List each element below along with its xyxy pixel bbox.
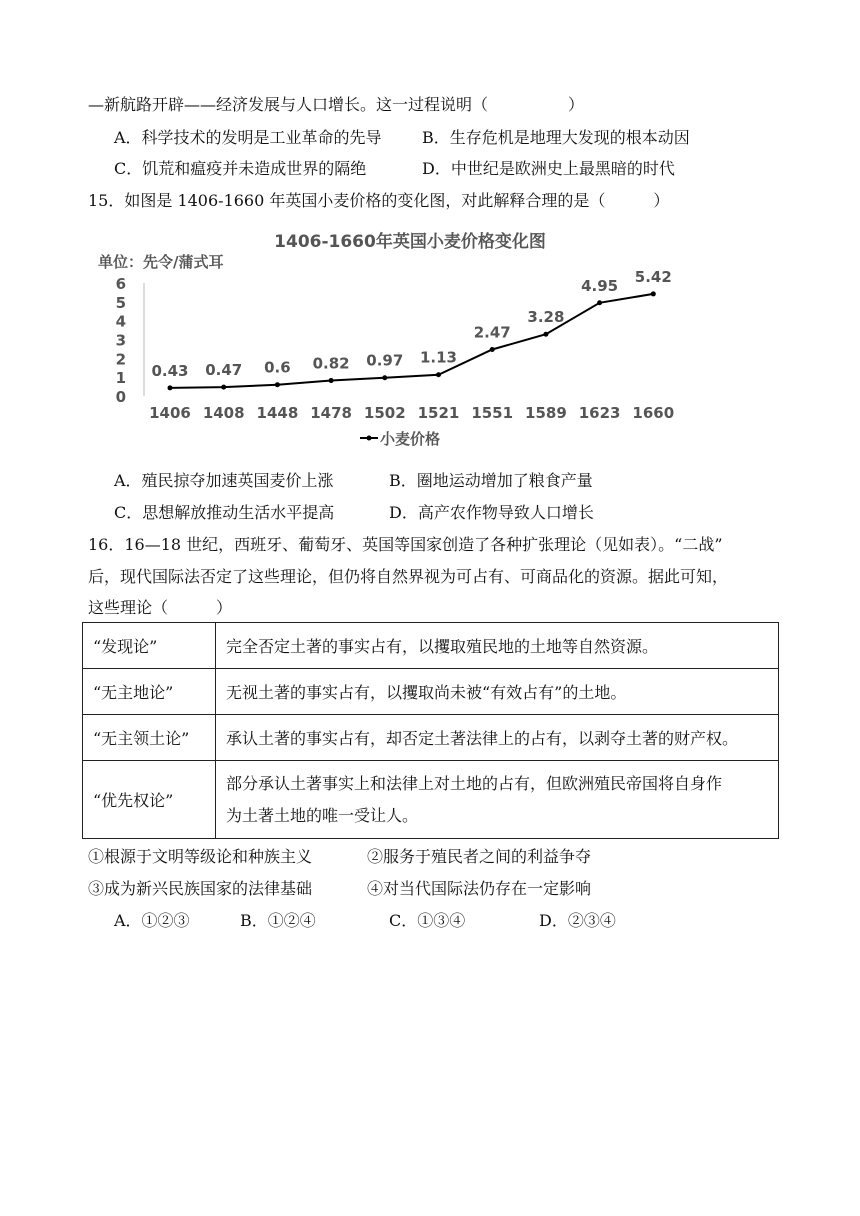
data-value-label: 0.6 bbox=[264, 358, 291, 377]
table-term-cell: “无主领土论” bbox=[83, 715, 216, 761]
q15-option-a[interactable]: A．殖民掠夺加速英国麦价上涨 bbox=[114, 471, 334, 490]
data-point bbox=[329, 378, 334, 383]
data-value-label: 0.97 bbox=[366, 351, 404, 370]
series-line-wheat-price bbox=[170, 294, 653, 388]
q16-option-a[interactable]: A．①②③ bbox=[114, 911, 190, 930]
x-tick-label: 1521 bbox=[417, 404, 460, 422]
q14-option-b[interactable]: B．生存危机是地理大发现的根本动因 bbox=[422, 128, 690, 147]
q16-stem-line2: 后，现代国际法否定了这些理论，但仍将自然界视为可占有、可商品化的资源。据此可知， bbox=[88, 567, 729, 586]
x-tick-label: 1623 bbox=[578, 404, 621, 422]
q16-statement-1: ①根源于文明等级论和种族主义 bbox=[88, 847, 313, 866]
expansion-theories-table bbox=[82, 622, 779, 839]
table-term-cell: “优先权论” bbox=[83, 761, 216, 839]
q16-option-c[interactable]: C．①③④ bbox=[389, 911, 466, 930]
table-term-cell: “发现论” bbox=[83, 623, 216, 669]
table-desc-cell: 无视土著的事实占有，以攫取尚未被“有效占有”的土地。 bbox=[216, 669, 779, 715]
legend-marker-icon bbox=[367, 436, 372, 441]
x-tick-label: 1502 bbox=[363, 404, 406, 422]
table-row bbox=[83, 623, 779, 669]
q16-statement-3: ③成为新兴民族国家的法律基础 bbox=[88, 879, 313, 898]
q15-stem: 15．如图是 1406-1660 年英国小麦价格的变化图，对此解释合理的是（ ） bbox=[88, 191, 670, 210]
q16-stem-line1: 16．16—18 世纪，西班牙、葡萄牙、英国等国家创造了各种扩张理论（见如表）。“二战” bbox=[88, 535, 723, 554]
x-tick-label: 1448 bbox=[256, 404, 299, 422]
y-tick-label: 6 bbox=[115, 275, 126, 293]
data-point bbox=[543, 332, 548, 337]
table-row bbox=[83, 715, 779, 761]
y-axis-ticks bbox=[116, 275, 126, 406]
y-tick-label: 0 bbox=[115, 388, 126, 406]
data-value-label: 0.47 bbox=[205, 361, 243, 380]
q15-option-b[interactable]: B．圈地运动增加了粮食产量 bbox=[389, 471, 593, 490]
chart-title: 1406-1660年英国小麦价格变化图 bbox=[274, 232, 546, 252]
chart-unit-label: 单位：先令/蒲式耳 bbox=[98, 253, 224, 271]
q14-stem-tail: —新航路开辟——经济发展与人口增长。这一过程说明（ ） bbox=[88, 95, 585, 114]
q16-stem-line3: 这些理论（ ） bbox=[88, 598, 233, 617]
data-point bbox=[275, 382, 280, 387]
data-value-label: 0.82 bbox=[312, 354, 350, 373]
data-value-label: 1.13 bbox=[419, 348, 458, 367]
y-tick-label: 5 bbox=[115, 293, 126, 312]
data-value-label: 0.43 bbox=[151, 361, 189, 380]
x-tick-label: 1478 bbox=[310, 404, 352, 422]
x-tick-label: 1660 bbox=[632, 404, 675, 422]
data-value-label: 2.47 bbox=[473, 323, 511, 342]
data-value-label: 5.42 bbox=[634, 267, 672, 286]
x-tick-label: 1406 bbox=[149, 404, 191, 422]
q15-option-c[interactable]: C．思想解放推动生活水平提高 bbox=[114, 503, 335, 522]
data-point bbox=[651, 291, 656, 296]
table-desc-cell: 完全否定土著的事实占有，以攫取殖民地的土地等自然资源。 bbox=[216, 623, 779, 669]
wheat-price-chart bbox=[88, 228, 688, 450]
data-point bbox=[490, 347, 495, 352]
y-tick-label: 4 bbox=[115, 312, 126, 331]
y-tick-label: 2 bbox=[115, 350, 126, 369]
y-tick-label: 1 bbox=[115, 369, 126, 388]
table-desc-cell: 承认土著的事实占有，却否定土著法律上的占有，以剥夺土著的财产权。 bbox=[216, 715, 779, 761]
data-point bbox=[221, 385, 226, 390]
q14-option-a[interactable]: A．科学技术的发明是工业革命的先导 bbox=[114, 128, 382, 147]
q15-option-d[interactable]: D．高产农作物导致人口增长 bbox=[389, 503, 594, 522]
table-desc-line: 为土著土地的唯一受让人。 bbox=[226, 805, 419, 825]
data-point bbox=[597, 300, 602, 305]
y-tick-label: 3 bbox=[115, 331, 126, 350]
q16-option-b[interactable]: B．①②④ bbox=[240, 911, 316, 930]
legend-label: 小麦价格 bbox=[380, 430, 441, 448]
x-axis-labels bbox=[149, 404, 674, 422]
chart-legend bbox=[360, 430, 440, 448]
table-row bbox=[83, 761, 779, 839]
data-value-label: 4.95 bbox=[581, 276, 619, 295]
data-value-label: 3.28 bbox=[527, 308, 565, 327]
data-point bbox=[168, 385, 173, 390]
q16-statement-4: ④对当代国际法仍存在一定影响 bbox=[367, 879, 592, 898]
x-tick-label: 1589 bbox=[525, 404, 567, 422]
table-row bbox=[83, 669, 779, 715]
data-value-labels bbox=[151, 268, 671, 380]
x-tick-label: 1408 bbox=[202, 404, 245, 422]
q16-statement-2: ②服务于殖民者之间的利益争夺 bbox=[367, 847, 592, 866]
q14-option-d[interactable]: D．中世纪是欧洲史上最黑暗的时代 bbox=[422, 159, 675, 178]
q14-option-c[interactable]: C．饥荒和瘟疫并未造成世界的隔绝 bbox=[114, 159, 367, 178]
table-desc-cell bbox=[216, 761, 779, 839]
q16-option-d[interactable]: D．②③④ bbox=[539, 911, 616, 930]
data-point bbox=[436, 372, 441, 377]
data-point bbox=[382, 375, 387, 380]
table-term-cell: “无主地论” bbox=[83, 669, 216, 715]
x-tick-label: 1551 bbox=[471, 404, 514, 422]
table-desc-line: 部分承认土著事实上和法律上对土地的占有，但欧洲殖民帝国将自身作 bbox=[226, 773, 723, 793]
